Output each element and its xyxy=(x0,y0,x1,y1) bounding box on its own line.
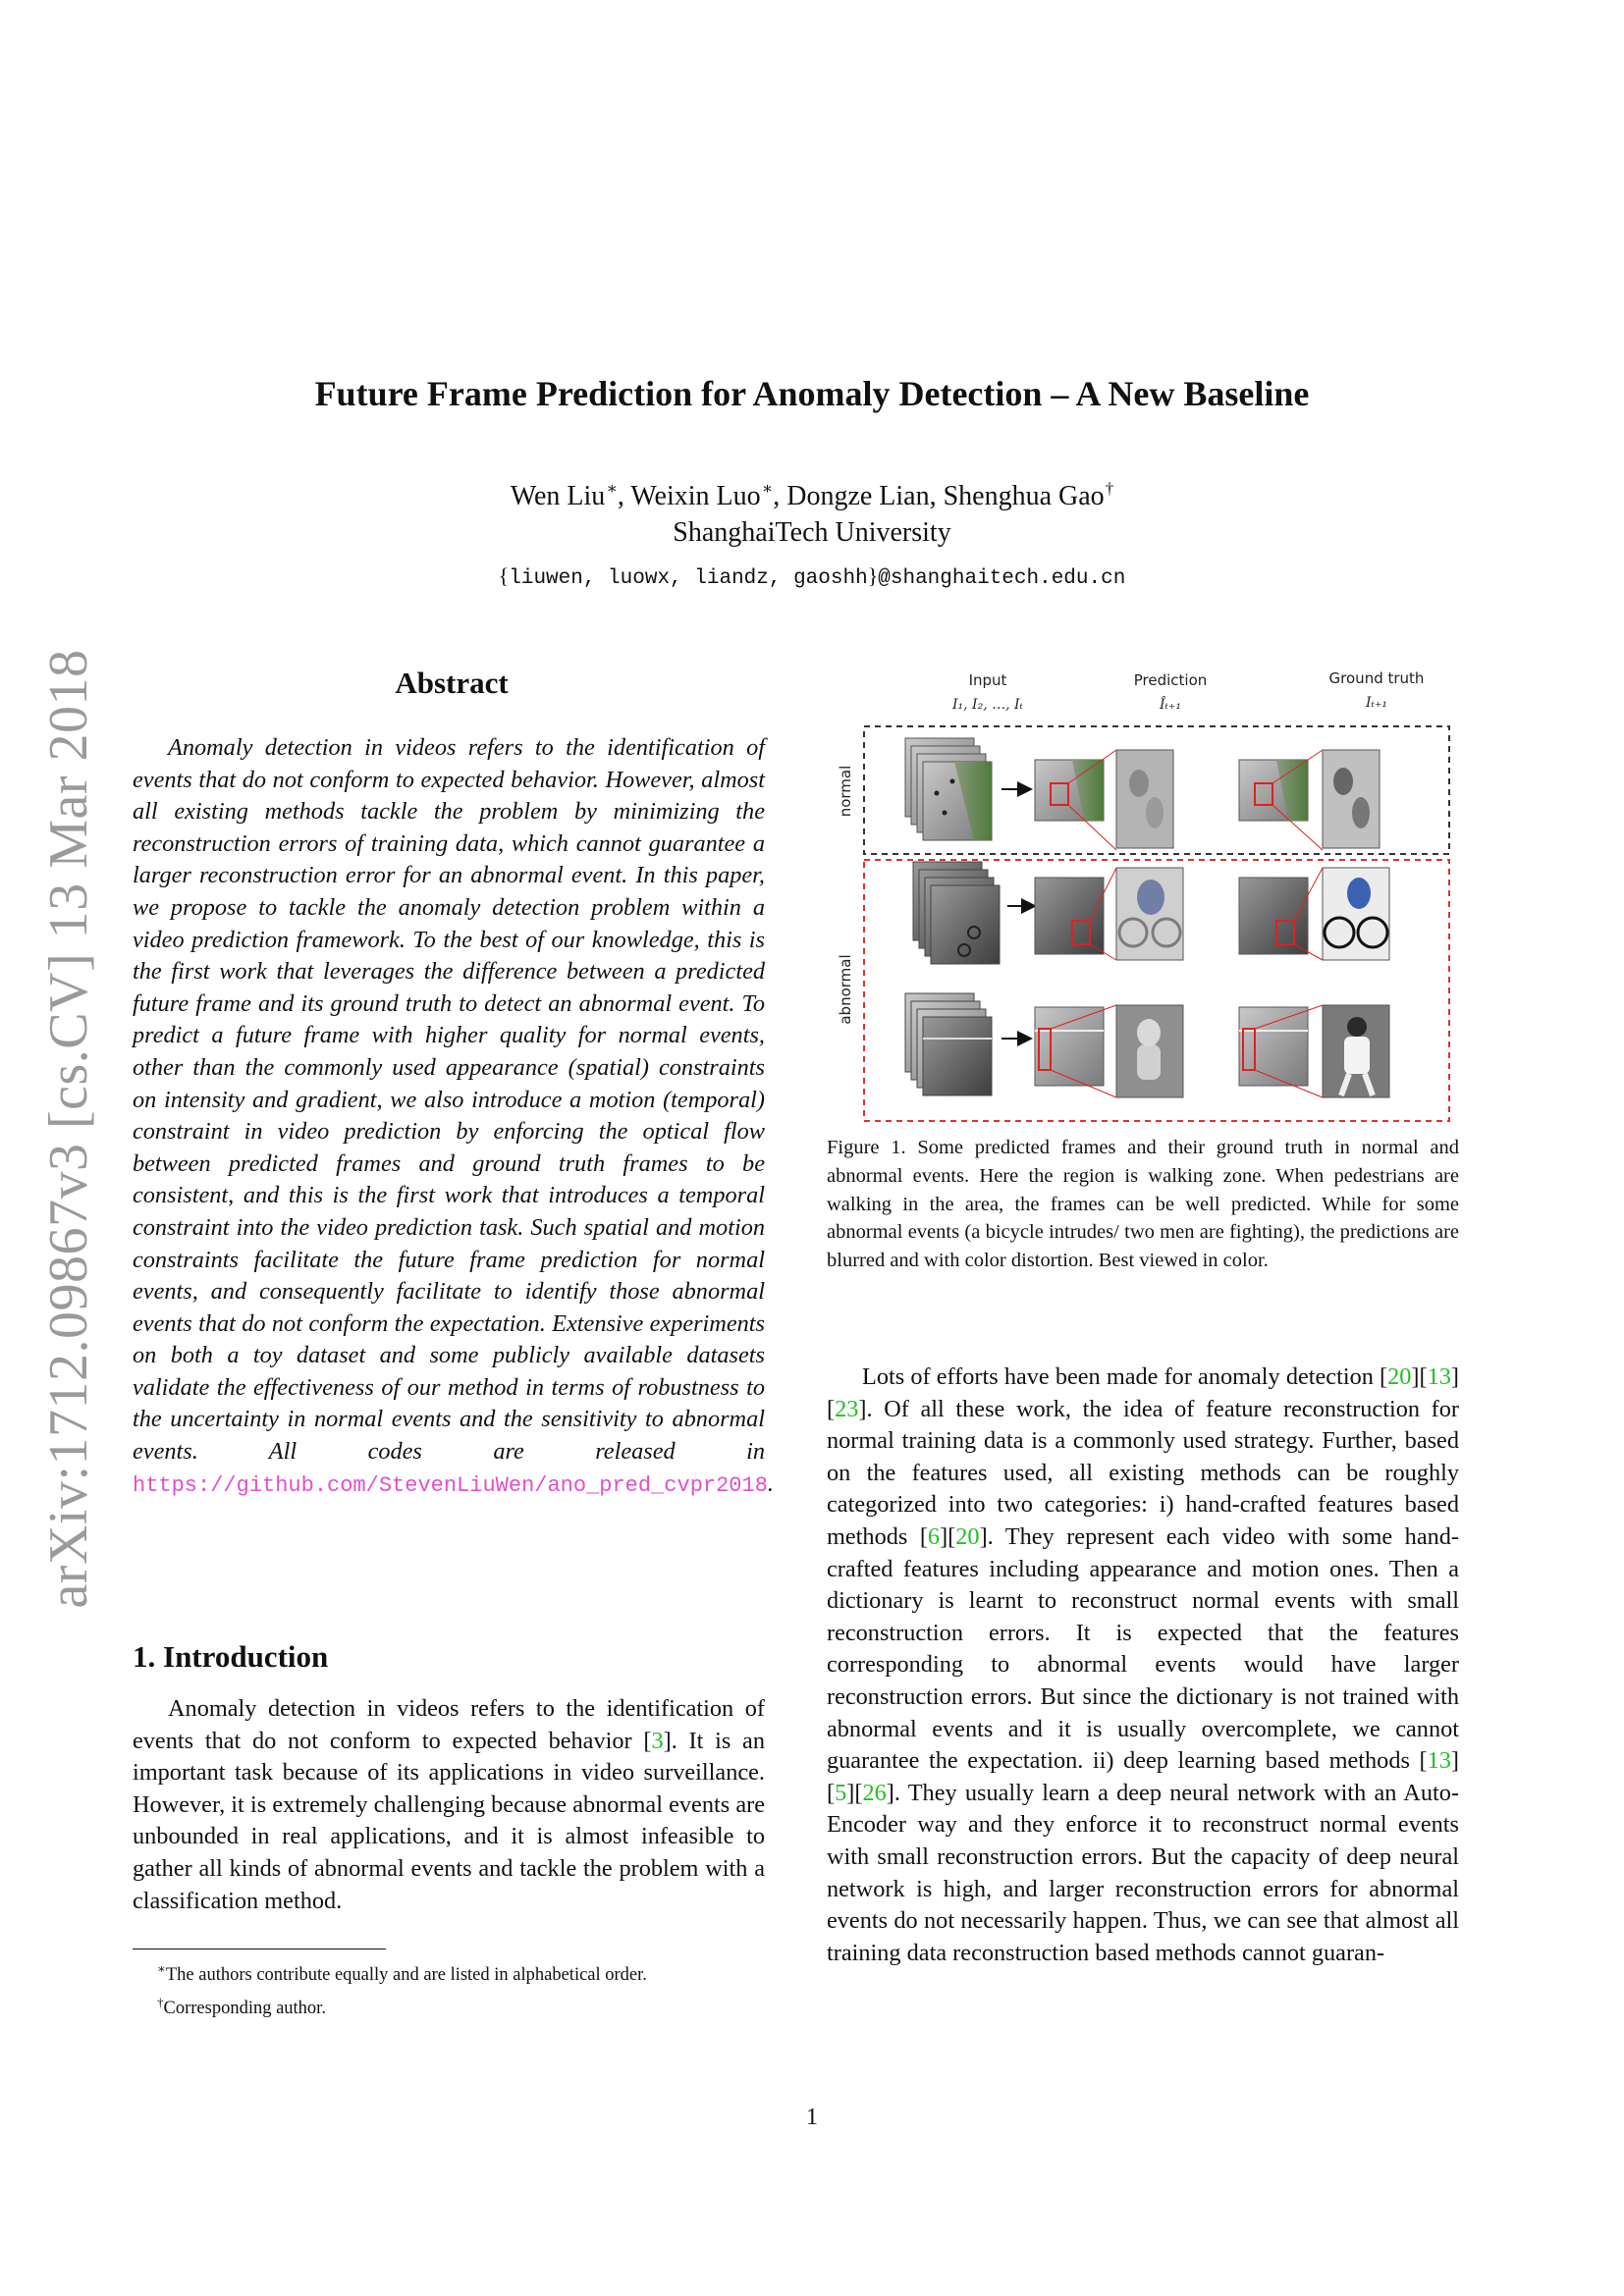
author-name: Dongze Lian, xyxy=(786,481,944,511)
citation-link[interactable]: 23 xyxy=(835,1395,859,1422)
input-frame-stack-normal xyxy=(905,738,992,840)
email-list: liuwen, luowx, liandz, gaoshh xyxy=(509,567,868,590)
paper-title: Future Frame Prediction for Anomaly Detection – A New Baseline xyxy=(314,374,1310,413)
col-input-sub: I₁, I₂, …, Iₜ xyxy=(952,697,1023,713)
author-name: Wen Liu xyxy=(510,481,606,511)
predicted-frame-normal xyxy=(1035,750,1173,850)
footnotes xyxy=(157,1955,647,2022)
citation-link[interactable]: 20 xyxy=(955,1522,980,1550)
footnote-1: ∗The authors contribute equally and are listed in alphabetical order. xyxy=(157,1961,647,1986)
footnote-2: †Corresponding author. xyxy=(157,1995,326,2019)
col-gt-sub: Iₜ₊₁ xyxy=(1366,695,1387,711)
abstract-body: Anomaly detection in videos refers to the identification of events that do not conform to expected behavior. However, almost all existing methods tackle the problem by minimizing the reconstruction errors of training data, which cannot guarantee a larger reconstruction error for an abnormal event. In this paper, we propose to tackle the anomaly detection problem within a video prediction framework. To the best of our knowledge, this is the first work that leverages the difference between a predicted future frame and its ground truth to detect an abnormal event. To predict a future frame with higher quality for normal events, other than the commonly used appearance (spatial) constraints on intensity and gradient, we also introduce a motion (temporal) constraint in video prediction by enforcing the optical flow between predicted frames and ground truth frames to be consistent, and this is the first work that introduces a temporal constraint into the video prediction task. Such spatial and motion constraints facilitate the future frame prediction for normal events, and consequently facilitate to identify those abnormal events that do not conform the expectation. Extensive experiments on both a toy dataset and some publicly available datasets validate the effectiveness of our method in terms of robustness to the uncertainty in normal events and the sensitivity to abnormal events. All codes are released in https://github.com/StevenLiuWen/ano_pred_cvpr2018. xyxy=(133,734,774,1498)
author-mark: † xyxy=(1105,479,1114,498)
citation-link[interactable]: 26 xyxy=(862,1779,887,1806)
email-domain: @shanghaitech.edu.cn xyxy=(878,567,1126,590)
predicted-frame-fighting xyxy=(1035,1005,1183,1097)
input-frame-stack-bicycle xyxy=(913,862,1000,964)
predicted-frame-bicycle xyxy=(1035,868,1183,960)
figure-1-graphic xyxy=(827,666,1451,1123)
author-list: Wen Liu∗, Weixin Luo∗, Dongze Lian, Shenghua Gao† xyxy=(510,479,1114,511)
section-heading-introduction: 1. Introduction xyxy=(133,1639,329,1674)
intro-paragraph: Anomaly detection in videos refers to the identification of events that do not conform to expected behavior [3]. It is an important task because of its applications in video surveillance. However, it is extremely challenging because abnormal events are unbounded in real applications, and it is almost infeasible to gather all kinds of abnormal events and tackle the problem with a classification method. xyxy=(133,1695,765,1914)
col-prediction-label: Prediction xyxy=(1133,671,1208,689)
abstract-heading: Abstract xyxy=(395,666,509,700)
intro-paragraph-2: Lots of efforts have been made for anomaly detection [20][13][23]. Of all these work, the idea of feature reconstruction for normal training data is a commonly used strategy. Further, based on the features used, all existing methods can be roughly categorized into two categories: i) hand-crafted features based methods [6][20]. They represent each video with some hand-crafted features including appearance and motion ones. Then a dictionary is learnt to reconstruct normal events with small reconstruction errors. It is expected that the features corresponding to abnormal events would have larger reconstruction errors. But since the dictionary is not trained with abnormal events and it is usually overcomplete, we cannot guarantee the expectation. ii) deep learning based methods [13][5][26]. They usually learn a deep neural network with an Auto-Encoder way and they enforce it to reconstruct normal events with small reconstruction errors. But the capacity of deep neural network is high, and larger reconstruction errors for abnormal events do not necessarily happen. Thus, we can see that almost all training data reconstruction based methods cannot guaran- xyxy=(827,1363,1459,1966)
page-number: 1 xyxy=(806,2105,818,2130)
citation-link[interactable]: 13 xyxy=(1427,1747,1451,1775)
code-link[interactable]: https://github.com/StevenLiuWen/ano_pred_cvpr2018 xyxy=(133,1472,768,1498)
ground-truth-frame-bicycle xyxy=(1239,868,1389,960)
author-name: Weixin Luo xyxy=(630,481,761,511)
row-abnormal-label: abnormal xyxy=(837,954,854,1025)
citation-link[interactable]: 20 xyxy=(1387,1363,1412,1390)
col-prediction-sub: Îₜ₊₁ xyxy=(1160,697,1181,713)
figure-1 xyxy=(827,666,1451,1123)
input-frame-stack-fighting xyxy=(905,993,992,1095)
abstract-text: Anomaly detection in videos refers to the identification of events that do not conform to expected behavior. However, almost all existing methods tackle the problem by minimizing the reconstruction errors of training data, which cannot guarantee a larger reconstruction error for an abnormal event. In this paper, we propose to tackle the anomaly detection problem within a video prediction framework. To the best of our knowledge, this is the first work that leverages the difference between a predicted future frame and its ground truth to detect an abnormal event. To predict a future frame with higher quality for normal events, other than the commonly used appearance (spatial) constraints on intensity and gradient, we also introduce a motion (temporal) constraint in video prediction by enforcing the optical flow between predicted frames and ground truth frames to be consistent, and this is the first work that introduces a temporal constraint into the video prediction task. Such spatial and motion constraints facilitate the future frame prediction for normal events, and consequently facilitate to identify those abnormal events that do not conform the expectation. Extensive experiments on both a toy dataset and some publicly available datasets validate the effectiveness of our method in terms of robustness to the uncertainty in normal events and the sensitivity to abnormal events. All codes are released in xyxy=(133,734,765,1466)
col-gt-label: Ground truth xyxy=(1328,669,1425,687)
citation-link[interactable]: 6 xyxy=(927,1522,941,1550)
col-input-label: Input xyxy=(968,671,1007,689)
arxiv-stamp xyxy=(29,599,108,1659)
affiliation: ShanghaiTech University xyxy=(673,517,951,548)
figure-1-caption: Figure 1. Some predicted frames and their ground truth in normal and abnormal events. Here the region is walking zone. When pedestrians are walking in the area, the frames can be well predicted. While for some abnormal events (a bicycle intrudes/ two men are fighting), the predictions are blurred and with color distortion. Best viewed in color. xyxy=(827,1137,1459,1272)
arxiv-stamp-text: arXiv:1712.09867v3 [cs.CV] 13 Mar 2018 xyxy=(38,649,99,1609)
author-emails: {liuwen, luowx, liandz, gaoshh}@shanghaitech.edu.cn xyxy=(498,563,1126,590)
author-mark: ∗ xyxy=(606,479,618,498)
author-mark: ∗ xyxy=(761,479,774,498)
author-name: Shenghua Gao xyxy=(943,481,1105,511)
row-normal-label: normal xyxy=(837,765,854,818)
citation-link[interactable]: 13 xyxy=(1427,1363,1451,1390)
ground-truth-frame-fighting xyxy=(1239,1005,1389,1097)
citation-link[interactable]: 3 xyxy=(651,1727,664,1754)
citation-link[interactable]: 5 xyxy=(835,1779,847,1806)
ground-truth-frame-normal xyxy=(1239,750,1380,850)
